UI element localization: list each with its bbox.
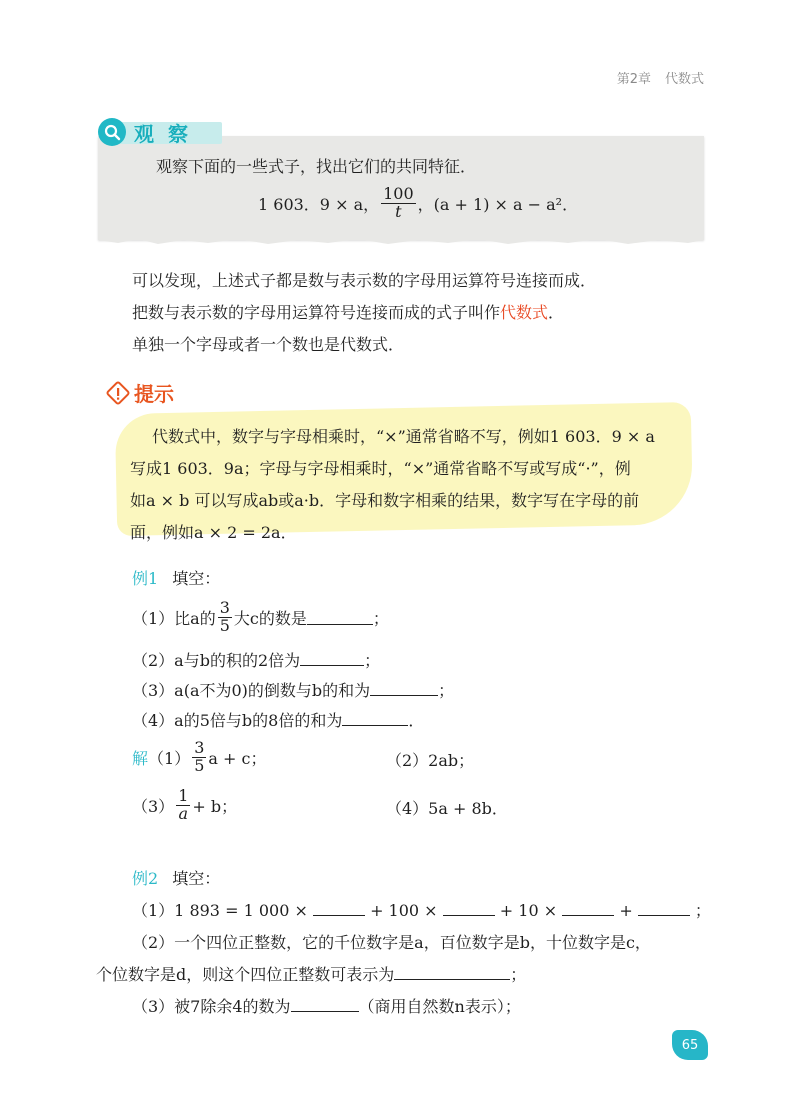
answer-blank[interactable] bbox=[638, 901, 690, 916]
tip-line-4: 面，例如a × 2 = 2a． bbox=[130, 523, 297, 542]
example-2-question-3: （3）被7除余4的数为 （商用自然数n表示）； bbox=[132, 997, 521, 1016]
example-1-question-2: （2）a与b的积的2倍为 ； bbox=[132, 651, 381, 670]
example-1-heading: 例1 填空： bbox=[132, 569, 221, 588]
page-number: 65 bbox=[672, 1030, 708, 1060]
solution-4: （4）5a + 8b． bbox=[386, 799, 508, 818]
answer-blank[interactable] bbox=[562, 901, 614, 916]
answer-blank[interactable] bbox=[394, 965, 510, 980]
chapter-title: 代数式 bbox=[664, 72, 704, 87]
warning-icon bbox=[106, 381, 130, 405]
observe-heading bbox=[98, 118, 202, 146]
example-1-question-3: （3）a(a不为0)的倒数与b的和为 ； bbox=[132, 681, 455, 700]
solution-label: 解 bbox=[132, 748, 149, 768]
answer-blank[interactable] bbox=[300, 651, 364, 666]
fraction-3-over-5: $\frac{3}{5}$ bbox=[219, 598, 230, 635]
tip-line-1: 代数式中，数字与字母相乘时，“×”通常省略不写，例如1 603．9 × a bbox=[152, 427, 655, 446]
fraction-3-over-5: $\frac{3}{5}$ bbox=[194, 738, 205, 775]
example-1-question-1: （1）比a的 $\frac{3}{5}$ 大c的数是 ； bbox=[132, 598, 389, 635]
tip-line-2: 写成1 603．9a；字母与字母相乘时，“×”通常省略不写或写成“·”，例 bbox=[130, 459, 631, 478]
running-header bbox=[617, 68, 704, 87]
example-2-question-2-line-1: （2）一个四位正整数，它的千位数字是a，百位数字是b，十位数字是c， bbox=[132, 933, 651, 952]
observe-instruction: 观察下面的一些式子，找出它们的共同特征． bbox=[156, 157, 477, 176]
magnifier-icon bbox=[98, 118, 126, 146]
answer-blank[interactable] bbox=[307, 610, 373, 625]
answer-blank[interactable] bbox=[313, 901, 365, 916]
expression-b: ，(a + 1) × a − a²． bbox=[417, 194, 579, 214]
tip-heading bbox=[106, 378, 174, 407]
answer-blank[interactable] bbox=[342, 711, 408, 726]
paragraph-line-1: 可以发现，上述式子都是数与表示数的字母用运算符号连接而成． bbox=[132, 271, 597, 290]
solution-2: （2）2ab； bbox=[386, 751, 475, 770]
solution-1: 解 （1） $\frac{3}{5}$ a + c； bbox=[132, 738, 267, 775]
solution-3: （3） $\frac{1}{a}$ + b； bbox=[132, 786, 238, 823]
observe-label: 观察 bbox=[134, 121, 202, 146]
paragraph-line-2: 把数与表示数的字母用运算符号连接而成的式子叫作代数式． bbox=[132, 303, 565, 322]
paragraph-line-3: 单独一个字母或者一个数也是代数式． bbox=[132, 335, 405, 354]
chapter-number: 第2章 bbox=[616, 72, 651, 87]
fraction-1-over-a: $\frac{1}{a}$ bbox=[178, 786, 189, 823]
observe-expressions bbox=[258, 186, 578, 221]
answer-blank[interactable] bbox=[443, 901, 495, 916]
example-1-question-4: （4）a的5倍与b的8倍的和为 ． bbox=[132, 711, 425, 730]
answer-blank[interactable] bbox=[291, 997, 359, 1012]
tip-label: 提示 bbox=[134, 382, 174, 406]
torn-edge bbox=[98, 236, 704, 246]
example-2-heading: 例2 填空： bbox=[132, 869, 221, 888]
example-2-label: 例2 bbox=[132, 869, 159, 888]
example-2-question-1: （1）1 893 = 1 000 × + 100 × + 10 × + ； bbox=[132, 901, 711, 920]
fraction-100-over-t: $\frac{100}{t}$ bbox=[383, 184, 414, 221]
example-1-label: 例1 bbox=[132, 569, 159, 588]
tip-line-3: 如a × b 可以写成ab或a·b．字母和数字相乘的结果，数字写在字母的前 bbox=[130, 491, 640, 510]
answer-blank[interactable] bbox=[370, 681, 438, 696]
expression-a: 1 603．9 × a， bbox=[258, 194, 380, 214]
example-2-question-2-line-2: 个位数字是d，则这个四位正整数可表示为 ； bbox=[96, 965, 527, 984]
term-daishushi: 代数式 bbox=[500, 303, 549, 322]
